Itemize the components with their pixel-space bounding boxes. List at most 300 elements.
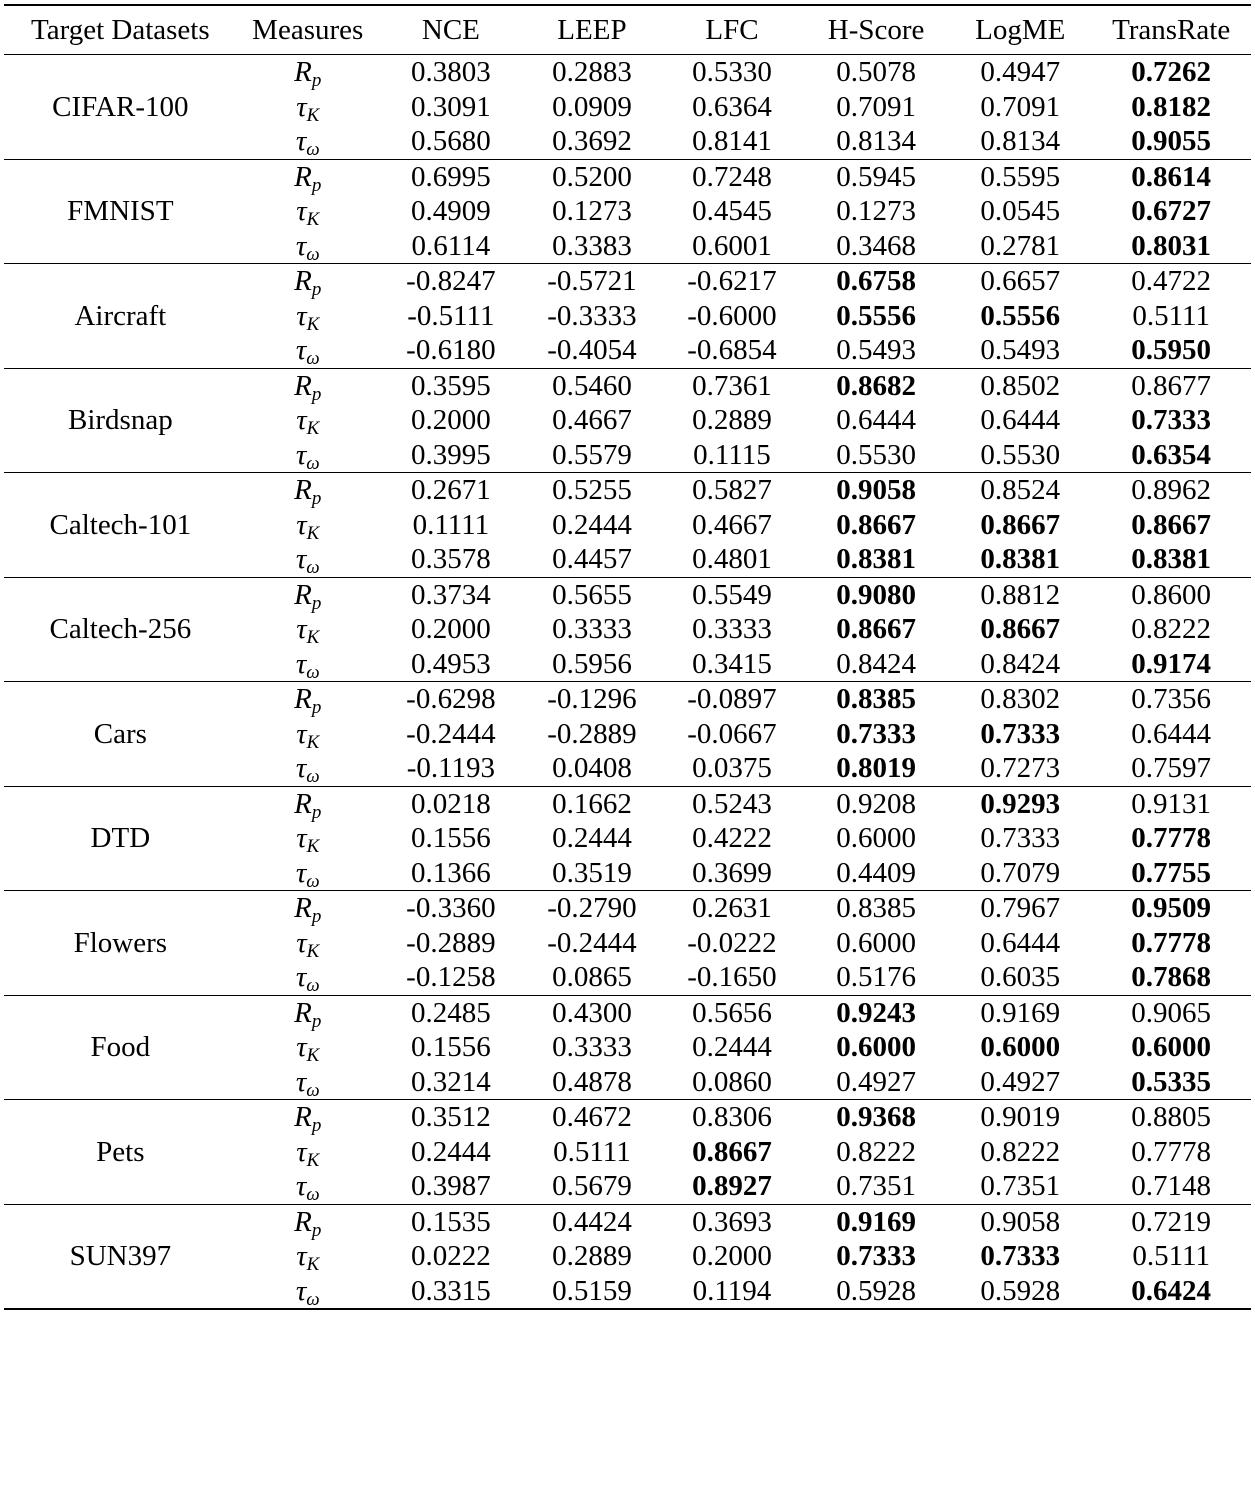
measure-symbol bbox=[237, 333, 379, 368]
measure-subscript: p bbox=[311, 906, 322, 927]
dataset-group bbox=[4, 55, 1251, 160]
value-cell: 0.9019 bbox=[980, 1101, 1061, 1133]
results-table bbox=[4, 4, 1251, 1310]
measure-subscript: ω bbox=[306, 452, 320, 474]
value-cell: 0.8134 bbox=[836, 125, 916, 157]
value-cell: 0.8600 bbox=[1131, 578, 1212, 611]
measure-subscript: K bbox=[306, 836, 320, 857]
measure-base: τ bbox=[296, 613, 307, 645]
table-row bbox=[4, 55, 1251, 90]
value-cell: 0.5330 bbox=[692, 56, 772, 88]
value-cell: 0.2444 bbox=[552, 822, 632, 854]
value-cell: 0.7262 bbox=[1131, 56, 1212, 88]
value-cell: 0.5579 bbox=[552, 438, 632, 471]
value-cell: 0.0408 bbox=[552, 752, 632, 784]
value-cell: 0.7778 bbox=[1131, 1135, 1212, 1168]
value-cell: 0.4947 bbox=[980, 56, 1061, 88]
dataset-name: Caltech-256 bbox=[49, 613, 192, 645]
measure-subscript: K bbox=[306, 1149, 320, 1171]
value-cell: 0.2671 bbox=[411, 474, 491, 506]
value-cell: 0.0545 bbox=[980, 195, 1061, 227]
value-cell: 0.6001 bbox=[692, 229, 772, 262]
measure-base: τ bbox=[295, 125, 307, 157]
value-cell: 0.4927 bbox=[836, 1065, 916, 1098]
value-cell: -0.3333 bbox=[547, 299, 637, 332]
value-cell: 0.3383 bbox=[552, 229, 632, 262]
value-cell: 0.6114 bbox=[411, 229, 491, 262]
header-nce: NCE bbox=[421, 13, 480, 46]
measure-base: R bbox=[294, 474, 312, 506]
value-cell: 0.2631 bbox=[692, 892, 772, 924]
measure-subscript: p bbox=[311, 1010, 322, 1032]
value-cell: 0.1194 bbox=[692, 1274, 772, 1307]
measure-symbol bbox=[237, 438, 379, 473]
value-cell: 0.4722 bbox=[1131, 265, 1212, 297]
measure-subscript: K bbox=[306, 1045, 320, 1066]
measure-symbol bbox=[237, 1239, 379, 1274]
value-cell: 0.0222 bbox=[411, 1240, 491, 1272]
value-cell: 0.9080 bbox=[836, 578, 916, 611]
value-cell: 0.8424 bbox=[980, 647, 1061, 680]
value-cell: -0.2889 bbox=[547, 717, 637, 750]
value-cell: 0.8031 bbox=[1131, 229, 1212, 262]
measure-subscript: K bbox=[306, 104, 320, 126]
measure-symbol bbox=[237, 682, 379, 717]
measure-subscript: p bbox=[311, 697, 322, 718]
value-cell: 0.7778 bbox=[1131, 926, 1212, 959]
value-cell: 0.3519 bbox=[552, 856, 632, 889]
measure-base: R bbox=[294, 369, 312, 402]
value-cell: 0.7356 bbox=[1131, 683, 1212, 715]
value-cell: 0.5159 bbox=[552, 1274, 632, 1307]
measure-base: τ bbox=[296, 822, 307, 854]
value-cell: 0.7361 bbox=[692, 369, 772, 402]
value-cell: 0.2781 bbox=[980, 229, 1061, 262]
measure-subscript: ω bbox=[306, 243, 320, 265]
value-cell: 0.4667 bbox=[692, 508, 772, 541]
measure-subscript: K bbox=[306, 522, 320, 544]
value-cell: 0.1662 bbox=[552, 787, 632, 820]
measure-subscript: K bbox=[306, 313, 320, 335]
table-row bbox=[4, 159, 1251, 194]
value-cell: 0.5656 bbox=[692, 996, 772, 1029]
value-cell: 0.4222 bbox=[692, 822, 772, 854]
table-row bbox=[4, 995, 1251, 1030]
dataset-name: Cars bbox=[93, 717, 147, 750]
value-cell: 0.3315 bbox=[411, 1274, 491, 1307]
value-cell: 0.4927 bbox=[980, 1065, 1061, 1098]
header-measures: Measures bbox=[252, 13, 364, 46]
value-cell: 0.4909 bbox=[411, 195, 491, 227]
measure-base: τ bbox=[295, 961, 307, 993]
value-cell: 0.3333 bbox=[692, 613, 772, 645]
value-cell: 0.5530 bbox=[980, 438, 1061, 471]
measure-subscript: p bbox=[311, 383, 322, 405]
dataset-group bbox=[4, 682, 1251, 787]
value-cell: 0.5950 bbox=[1131, 334, 1212, 366]
measure-base: τ bbox=[295, 752, 307, 784]
measure-base: τ bbox=[296, 404, 307, 436]
value-cell: 0.8141 bbox=[692, 125, 772, 157]
value-cell: 0.8302 bbox=[980, 683, 1061, 715]
value-cell: 0.4667 bbox=[552, 404, 632, 436]
value-cell: 0.6424 bbox=[1131, 1274, 1212, 1307]
value-cell: 0.7091 bbox=[980, 90, 1061, 123]
dataset-name: SUN397 bbox=[69, 1240, 172, 1272]
measure-base: τ bbox=[296, 926, 307, 959]
value-cell: -0.1193 bbox=[406, 752, 496, 784]
measure-base: R bbox=[294, 160, 312, 193]
value-cell: -0.6298 bbox=[406, 683, 496, 715]
measure-symbol bbox=[237, 194, 379, 229]
value-cell: 0.8385 bbox=[836, 892, 916, 924]
measure-base: τ bbox=[296, 90, 307, 123]
header-leep: LEEP bbox=[557, 13, 627, 46]
measure-subscript: p bbox=[311, 592, 322, 614]
measure-base: R bbox=[294, 996, 312, 1029]
measure-symbol bbox=[237, 124, 379, 159]
value-cell: 0.1111 bbox=[412, 508, 490, 541]
measure-symbol bbox=[237, 1135, 379, 1170]
measure-symbol bbox=[237, 1065, 379, 1100]
measure-base: R bbox=[294, 265, 312, 297]
value-cell: 0.6000 bbox=[836, 822, 916, 854]
measure-symbol bbox=[237, 1204, 379, 1239]
measure-subscript: p bbox=[311, 174, 322, 196]
dataset-name: Birdsnap bbox=[67, 404, 173, 436]
value-cell: 0.8667 bbox=[980, 508, 1061, 541]
measure-subscript: K bbox=[306, 940, 320, 962]
dataset-name: Pets bbox=[96, 1135, 145, 1168]
value-cell: 0.7248 bbox=[692, 160, 772, 193]
measure-symbol bbox=[237, 751, 379, 786]
value-cell: -0.6000 bbox=[687, 299, 777, 332]
value-cell: 0.6000 bbox=[836, 1031, 916, 1063]
measure-subscript: K bbox=[306, 627, 320, 648]
measure-subscript: K bbox=[306, 209, 320, 230]
value-cell: -0.3360 bbox=[406, 892, 496, 924]
value-cell: 0.8385 bbox=[836, 683, 916, 715]
dataset-group bbox=[4, 473, 1251, 578]
value-cell: 0.1273 bbox=[836, 195, 916, 227]
measure-symbol bbox=[237, 786, 379, 821]
value-cell: 0.6364 bbox=[692, 90, 772, 123]
value-cell: 0.8524 bbox=[980, 474, 1061, 506]
value-cell: 0.8614 bbox=[1131, 160, 1212, 193]
value-cell: 0.5493 bbox=[836, 334, 916, 366]
value-cell: 0.4545 bbox=[692, 195, 772, 227]
value-cell: -0.6854 bbox=[687, 334, 777, 366]
measure-symbol bbox=[237, 264, 379, 299]
value-cell: 0.4953 bbox=[411, 647, 491, 680]
value-cell: 0.7351 bbox=[980, 1170, 1061, 1202]
measure-base: τ bbox=[296, 717, 307, 750]
value-cell: 0.6354 bbox=[1131, 438, 1212, 471]
table-row bbox=[4, 368, 1251, 403]
value-cell: 0.1556 bbox=[411, 1031, 491, 1063]
header-transrate: TransRate bbox=[1112, 13, 1231, 46]
value-cell: 0.5530 bbox=[836, 438, 916, 471]
value-cell: -0.2790 bbox=[547, 892, 637, 924]
value-cell: 0.5078 bbox=[836, 56, 916, 88]
value-cell: 0.3693 bbox=[692, 1205, 772, 1238]
value-cell: 0.5679 bbox=[552, 1170, 632, 1202]
value-cell: 0.3734 bbox=[411, 578, 491, 611]
value-cell: 0.6444 bbox=[836, 404, 916, 436]
measure-symbol bbox=[237, 1030, 379, 1065]
value-cell: 0.5655 bbox=[552, 578, 632, 611]
value-cell: 0.8222 bbox=[1131, 613, 1212, 645]
table-row bbox=[4, 786, 1251, 821]
measure-symbol bbox=[237, 1100, 379, 1135]
value-cell: 0.5493 bbox=[980, 334, 1061, 366]
measure-base: R bbox=[294, 787, 312, 820]
value-cell: 0.8667 bbox=[1131, 508, 1212, 541]
value-cell: 0.5680 bbox=[411, 125, 491, 157]
measure-base: τ bbox=[296, 195, 307, 227]
value-cell: 0.8306 bbox=[692, 1101, 772, 1133]
measure-base: τ bbox=[295, 1170, 307, 1202]
measure-symbol bbox=[237, 995, 379, 1030]
measure-base: R bbox=[294, 892, 312, 924]
value-cell: 0.3512 bbox=[411, 1101, 491, 1133]
value-cell: -0.6180 bbox=[406, 334, 496, 366]
dataset-group bbox=[4, 368, 1251, 473]
measure-subscript: ω bbox=[306, 1079, 320, 1101]
value-cell: 0.2444 bbox=[411, 1135, 491, 1168]
measure-subscript: ω bbox=[306, 766, 320, 787]
value-cell: 0.2444 bbox=[692, 1031, 772, 1063]
value-cell: 0.6035 bbox=[980, 961, 1061, 993]
value-cell: 0.4801 bbox=[692, 543, 772, 575]
value-cell: 0.3333 bbox=[552, 613, 632, 645]
value-cell: 0.0860 bbox=[692, 1065, 772, 1098]
measure-subscript: p bbox=[311, 488, 322, 509]
value-cell: 0.5111 bbox=[1132, 1240, 1210, 1272]
measure-symbol bbox=[237, 821, 379, 856]
measure-base: τ bbox=[296, 299, 307, 332]
measure-symbol bbox=[237, 159, 379, 194]
value-cell: 0.2000 bbox=[692, 1240, 772, 1272]
table-header bbox=[4, 5, 1251, 55]
measure-symbol bbox=[237, 299, 379, 334]
value-cell: 0.2000 bbox=[411, 613, 491, 645]
value-cell: 0.9058 bbox=[836, 474, 916, 506]
value-cell: 0.8502 bbox=[980, 369, 1061, 402]
value-cell: 0.7351 bbox=[836, 1170, 916, 1202]
measure-base: R bbox=[294, 56, 312, 88]
value-cell: 0.7778 bbox=[1131, 822, 1212, 854]
value-cell: 0.8667 bbox=[692, 1135, 772, 1168]
value-cell: -0.2444 bbox=[547, 926, 637, 959]
dataset-group bbox=[4, 995, 1251, 1100]
measure-base: τ bbox=[295, 334, 307, 366]
value-cell: 0.3692 bbox=[552, 125, 632, 157]
value-cell: -0.0897 bbox=[687, 683, 777, 715]
measure-base: R bbox=[294, 578, 312, 611]
measure-base: τ bbox=[296, 1031, 307, 1063]
value-cell: 0.9065 bbox=[1131, 996, 1212, 1029]
table-row bbox=[4, 891, 1251, 926]
value-cell: 0.7273 bbox=[980, 752, 1061, 784]
value-cell: 0.2485 bbox=[411, 996, 491, 1029]
value-cell: 0.7079 bbox=[980, 856, 1061, 889]
value-cell: 0.3578 bbox=[411, 543, 491, 575]
dataset-group bbox=[4, 264, 1251, 369]
dataset-group bbox=[4, 159, 1251, 264]
table-row bbox=[4, 264, 1251, 299]
value-cell: 0.2883 bbox=[552, 56, 632, 88]
value-cell: 0.8222 bbox=[836, 1135, 916, 1168]
measure-subscript: ω bbox=[306, 139, 320, 160]
value-cell: -0.8247 bbox=[406, 265, 496, 297]
header-h-score: H-Score bbox=[827, 13, 925, 46]
value-cell: 0.3468 bbox=[836, 229, 916, 262]
measure-symbol bbox=[237, 542, 379, 577]
value-cell: 0.9174 bbox=[1131, 647, 1212, 680]
dataset-name: Food bbox=[90, 1031, 151, 1063]
value-cell: 0.8682 bbox=[836, 369, 916, 402]
value-cell: 0.7333 bbox=[980, 822, 1061, 854]
value-cell: 0.8182 bbox=[1131, 90, 1212, 123]
measure-base: τ bbox=[295, 229, 307, 262]
measure-subscript: K bbox=[306, 1254, 320, 1275]
measure-subscript: p bbox=[311, 801, 322, 823]
value-cell: 0.3995 bbox=[411, 438, 491, 471]
value-cell: 0.9131 bbox=[1131, 787, 1212, 820]
value-cell: 0.4457 bbox=[552, 543, 632, 575]
value-cell: 0.5111 bbox=[553, 1135, 631, 1168]
value-cell: 0.1535 bbox=[411, 1205, 491, 1238]
value-cell: 0.4409 bbox=[836, 856, 916, 889]
value-cell: 0.3091 bbox=[411, 90, 491, 123]
value-cell: 0.1366 bbox=[411, 856, 491, 889]
header-lfc: LFC bbox=[705, 13, 759, 46]
value-cell: 0.9208 bbox=[836, 787, 916, 820]
measure-base: R bbox=[294, 1205, 312, 1238]
dataset-group bbox=[4, 786, 1251, 891]
value-cell: 0.9368 bbox=[836, 1101, 916, 1133]
value-cell: 0.1273 bbox=[552, 195, 632, 227]
measure-subscript: p bbox=[311, 1115, 322, 1136]
value-cell: 0.0218 bbox=[411, 787, 491, 820]
value-cell: 0.6758 bbox=[836, 265, 916, 297]
value-cell: -0.1650 bbox=[687, 961, 777, 993]
value-cell: 0.5595 bbox=[980, 160, 1061, 193]
dataset-group bbox=[4, 891, 1251, 996]
measure-base: τ bbox=[295, 856, 307, 889]
value-cell: 0.9293 bbox=[980, 787, 1061, 820]
value-cell: 0.3803 bbox=[411, 56, 491, 88]
value-cell: 0.5176 bbox=[836, 961, 916, 993]
value-cell: -0.5111 bbox=[407, 299, 495, 332]
value-cell: 0.6000 bbox=[980, 1031, 1061, 1063]
measure-subscript: ω bbox=[306, 348, 320, 369]
value-cell: 0.5556 bbox=[836, 299, 916, 332]
measure-base: τ bbox=[295, 1274, 307, 1307]
value-cell: 0.3987 bbox=[411, 1170, 491, 1202]
dataset-group bbox=[4, 1204, 1251, 1309]
measure-subscript: ω bbox=[306, 1184, 320, 1205]
value-cell: 0.1556 bbox=[411, 822, 491, 854]
measure-symbol bbox=[237, 1274, 379, 1310]
value-cell: 0.0909 bbox=[552, 90, 632, 123]
measure-subscript: p bbox=[311, 279, 322, 300]
header-logme: LogME bbox=[975, 13, 1066, 46]
value-cell: 0.6444 bbox=[980, 926, 1061, 959]
header-target-datasets: Target Datasets bbox=[31, 13, 210, 46]
measure-symbol bbox=[237, 647, 379, 682]
measure-subscript: p bbox=[311, 1219, 322, 1241]
table-row bbox=[4, 682, 1251, 717]
value-cell: 0.3415 bbox=[692, 647, 772, 680]
dataset-group bbox=[4, 577, 1251, 682]
value-cell: 0.5255 bbox=[552, 474, 632, 506]
table-row bbox=[4, 1204, 1251, 1239]
dataset-name: CIFAR-100 bbox=[52, 90, 189, 123]
value-cell: 0.9055 bbox=[1131, 125, 1212, 157]
measure-symbol bbox=[237, 368, 379, 403]
measure-subscript: ω bbox=[306, 557, 320, 578]
value-cell: 0.5556 bbox=[980, 299, 1061, 332]
measure-base: τ bbox=[295, 438, 307, 471]
value-cell: 0.5111 bbox=[1132, 299, 1210, 332]
value-cell: -0.5721 bbox=[547, 265, 637, 297]
value-cell: 0.6727 bbox=[1131, 195, 1212, 227]
table-row bbox=[4, 473, 1251, 508]
measure-base: τ bbox=[296, 1135, 307, 1168]
value-cell: 0.5243 bbox=[692, 787, 772, 820]
value-cell: 0.8927 bbox=[692, 1170, 772, 1202]
value-cell: -0.6217 bbox=[687, 265, 777, 297]
measure-symbol bbox=[237, 55, 379, 90]
measure-subscript: p bbox=[311, 70, 322, 91]
value-cell: 0.4424 bbox=[552, 1205, 632, 1238]
value-cell: 0.4300 bbox=[552, 996, 632, 1029]
value-cell: 0.3595 bbox=[411, 369, 491, 402]
measure-base: τ bbox=[295, 543, 307, 575]
measure-symbol bbox=[237, 891, 379, 926]
value-cell: 0.7333 bbox=[980, 1240, 1061, 1272]
value-cell: -0.1296 bbox=[547, 683, 637, 715]
value-cell: 0.7333 bbox=[980, 717, 1061, 750]
header-row bbox=[4, 5, 1251, 55]
measure-base: τ bbox=[296, 1240, 307, 1272]
value-cell: 0.8667 bbox=[836, 613, 916, 645]
value-cell: 0.7967 bbox=[980, 892, 1061, 924]
measure-base: τ bbox=[295, 647, 307, 680]
value-cell: 0.5549 bbox=[692, 578, 772, 611]
value-cell: 0.6000 bbox=[836, 926, 916, 959]
value-cell: 0.9243 bbox=[836, 996, 916, 1029]
dataset-name: DTD bbox=[90, 822, 151, 854]
measure-subscript: K bbox=[306, 731, 320, 753]
value-cell: 0.8812 bbox=[980, 578, 1061, 611]
measure-symbol bbox=[237, 717, 379, 752]
measure-symbol bbox=[237, 960, 379, 995]
value-cell: 0.6000 bbox=[1131, 1031, 1212, 1063]
measure-symbol bbox=[237, 403, 379, 438]
measure-base: τ bbox=[296, 508, 307, 541]
measure-symbol bbox=[237, 508, 379, 543]
value-cell: 0.9509 bbox=[1131, 892, 1212, 924]
measure-subscript: ω bbox=[306, 1288, 320, 1310]
measure-symbol bbox=[237, 926, 379, 961]
value-cell: 0.7755 bbox=[1131, 856, 1212, 889]
value-cell: -0.2889 bbox=[406, 926, 496, 959]
measure-base: τ bbox=[295, 1065, 307, 1098]
value-cell: 0.3333 bbox=[552, 1031, 632, 1063]
